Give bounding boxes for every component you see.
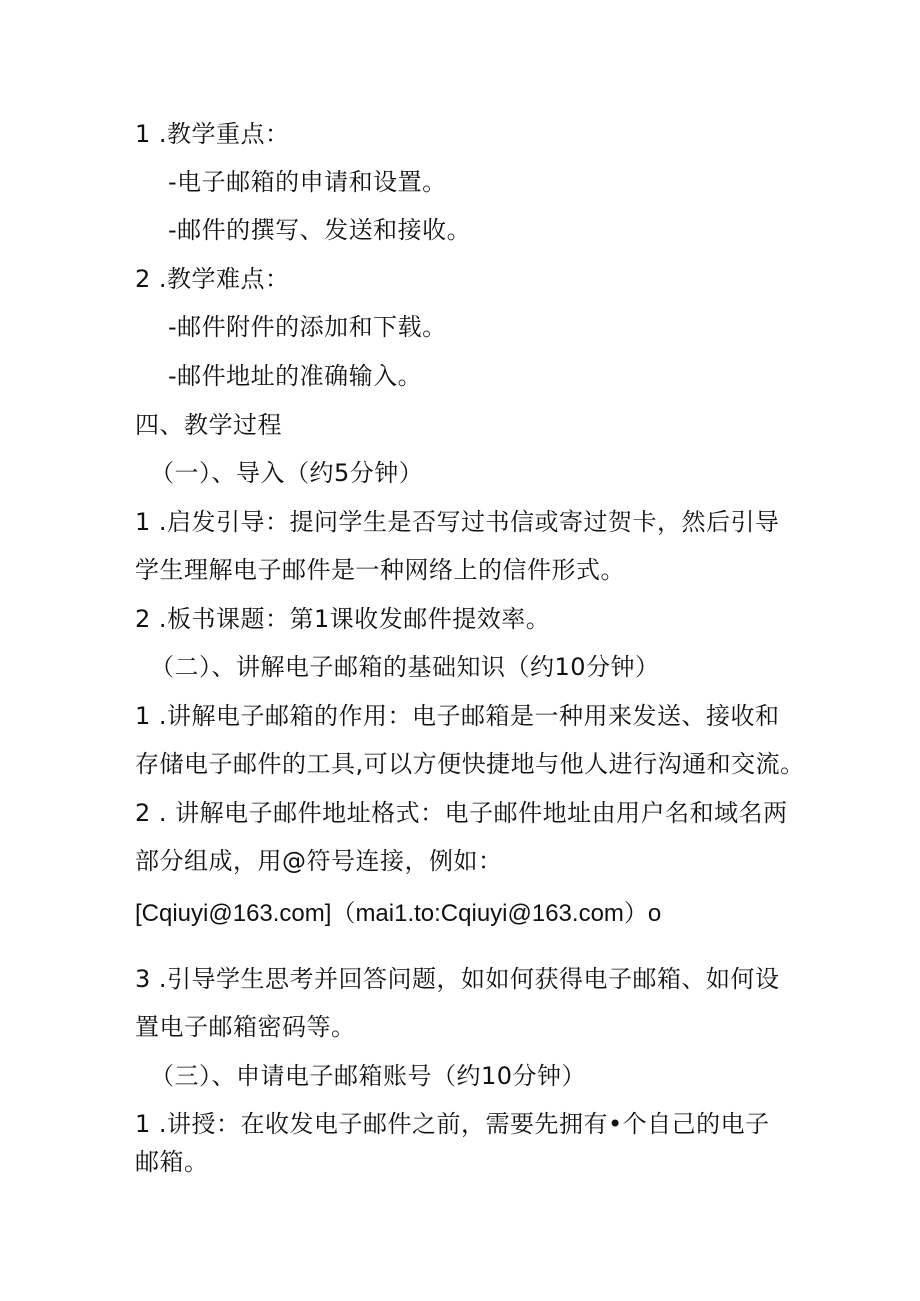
- paragraph-line: 1 .启发引导：提问学生是否写过书信或寄过贺卡，然后引导: [135, 508, 780, 536]
- section-heading-process: 四、教学过程: [135, 411, 282, 439]
- subsection-heading-1: （一）、导入（约5分钟）: [150, 459, 424, 487]
- difficulty-heading: 2 .教学难点：: [135, 265, 290, 293]
- subsection-heading-3: （三）、申请电子邮箱账号（约10分钟）: [150, 1062, 587, 1090]
- focus-heading: 1 .教学重点：: [135, 120, 290, 148]
- paragraph-line: 置电子邮箱密码等。: [135, 1013, 356, 1041]
- paragraph-line: 2 .板书课题：第1课收发邮件提效率。: [135, 605, 551, 633]
- paragraph-line: 存储电子邮件的工具,可以方便快捷地与他人进行沟通和交流。: [135, 750, 805, 778]
- email-example-link[interactable]: [Cqiuyi@163.com]（mai1.to:Cqiuyi@163.com）o: [135, 900, 662, 927]
- paragraph-line: 邮箱。: [135, 1148, 209, 1176]
- paragraph-line: 1 .讲授：在收发电子邮件之前，需要先拥有•个自己的电子: [135, 1110, 770, 1138]
- difficulty-item-2: -邮件地址的准确输入。: [168, 362, 423, 390]
- paragraph-line: 1 .讲解电子邮箱的作用：电子邮箱是一种用来发送、接收和: [135, 702, 780, 730]
- focus-item-2: -邮件的撰写、发送和接收。: [168, 216, 472, 244]
- difficulty-item-1: -邮件附件的添加和下载。: [168, 313, 447, 341]
- subsection-heading-2: （二）、讲解电子邮箱的基础知识（约10分钟）: [150, 653, 660, 681]
- paragraph-line: 2 . 讲解电子邮件地址格式：电子邮件地址由用户名和域名两: [135, 799, 788, 827]
- paragraph-line: 部分组成，用@符号连接，例如：: [135, 847, 503, 875]
- focus-item-1: -电子邮箱的申请和设置。: [168, 168, 447, 196]
- paragraph-line: 3 .引导学生思考并回答问题，如如何获得电子邮箱、如何设: [135, 965, 780, 993]
- paragraph-line: 学生理解电子邮件是一种网络上的信件形式。: [135, 556, 625, 584]
